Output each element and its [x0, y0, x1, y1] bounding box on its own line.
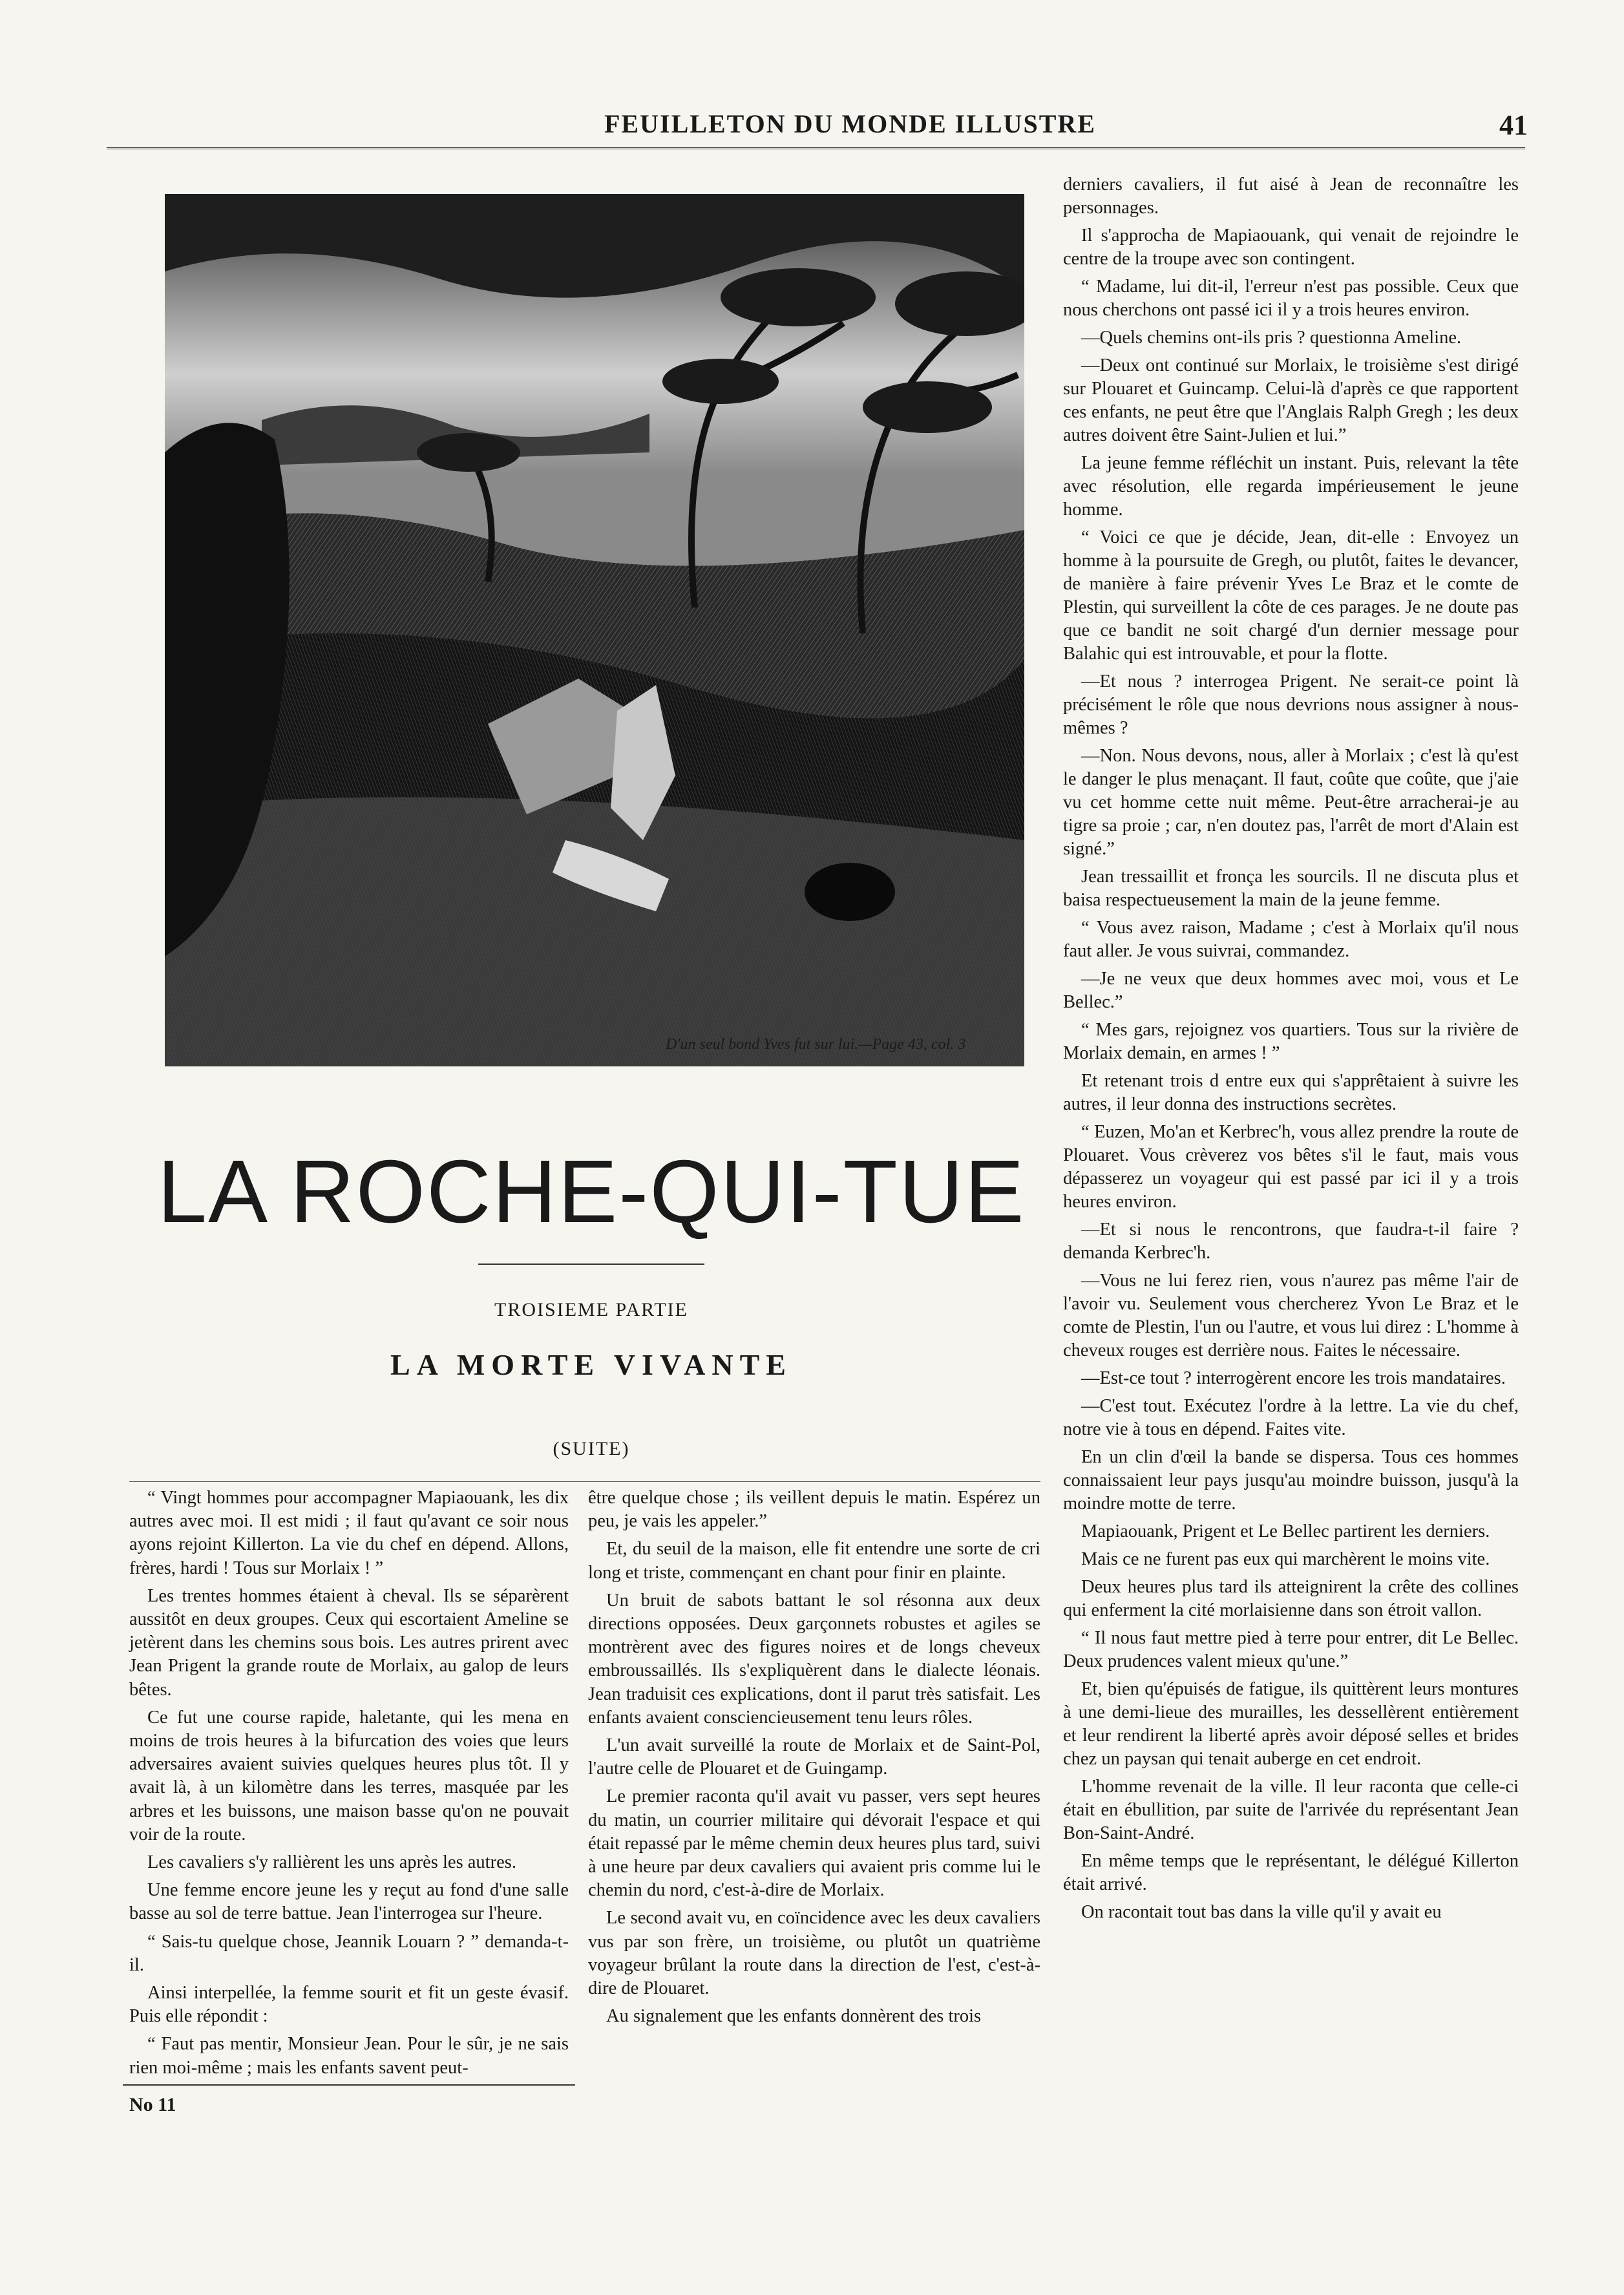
paragraph: Les cavaliers s'y rallièrent les uns après les autres. [147, 1852, 516, 1873]
paragraph: —Vous ne lui ferez rien, vous n'aurez pas même l'air de l'avoir vu. Seulement vous chercherez Yvon Le Braz et le comte de Plestin, l'un ou l'autre, et vous lui direz : L'homme à cheveux rouges est derrière nous. Faites le nécessaire. [1063, 1271, 1519, 1360]
footer-rule [123, 2084, 575, 2086]
paragraph: Ainsi interpellée, la femme sourit et fit un geste évasif. Puis elle répondit : [129, 1983, 569, 2027]
paragraph: Jean tressaillit et fronça les sourcils. Il ne discuta plus et baisa respectueusement la main de la jeune femme. [1063, 867, 1519, 910]
paragraph: “ Euzen, Mo'an et Kerbrec'h, vous allez prendre la route de Plouaret. Vous crèverez vos bêtes s'il le faut, mais vous dépasserez un voyageur qui est passé par ici il y a trois heures environ. [1063, 1122, 1519, 1212]
text-column-3 [1063, 173, 1519, 1929]
paragraph: Deux heures plus tard ils atteignirent la crête des collines qui enferment la cité morlaisienne dans son étroit vallon. [1063, 1577, 1519, 1620]
engraving-illustration [165, 194, 1024, 1066]
part-heading: TROISIEME PARTIE [494, 1299, 688, 1320]
paragraph: Il s'approcha de Mapiaouank, qui venait de rejoindre le centre de la troupe avec son contingent. [1063, 226, 1519, 269]
paragraph: “ Mes gars, rejoignez vos quartiers. Tous sur la rivière de Morlaix demain, en armes ! ” [1063, 1020, 1519, 1063]
title-rule [478, 1264, 704, 1265]
paragraph: —Quels chemins ont-ils pris ? questionna Ameline. [1081, 328, 1462, 348]
paragraph: —Et nous ? interrogea Prigent. Ne serait-ce point là précisément le rôle que nous devrions nous assigner à nous-mêmes ? [1063, 672, 1519, 738]
paragraph: Et, bien qu'épuisés de fatigue, ils quittèrent leurs montures à une demi-lieue des murailles, les dessellèrent entièrement et leur rendirent la liberté après avoir déposé selles et brides chez un paysan qui tenait auberge en cet endroit. [1063, 1679, 1519, 1769]
running-header: FEUILLETON DU MONDE ILLUSTRE [604, 109, 1096, 138]
paragraph: Ce fut une course rapide, haletante, qui les mena en moins de trois heures à la bifurcation des voies que leurs adversaires avaient suivies quelques heures plus tôt. Il y avait là, à un kilomètre dans les terres, masquée par les arbres et les buissons, une maison basse qu'on ne pouvait voir de la route. [129, 1707, 569, 1845]
paragraph: “ Voici ce que je décide, Jean, dit-elle : Envoyez un homme à la poursuite de Gregh, ou plutôt, faites le devancer, de manière à faire prévenir Yves Le Braz et le comte de Plestin, qui surveillent la côte de ces parages. Je ne doute pas que ce bandit ne soit chargé d'un dernier message pour Balahic qui est introuvable, et pour la flotte. [1063, 527, 1519, 664]
text-top-rule [129, 1481, 1040, 1482]
paragraph: En même temps que le représentant, le délégué Killerton était arrivé. [1063, 1851, 1519, 1894]
text-column-1 [129, 1486, 569, 2084]
paragraph: “ Sais-tu quelque chose, Jeannik Louarn ? ” demanda-t-il. [129, 1931, 569, 1975]
paragraph: Et, du seuil de la maison, elle fit entendre une sorte de cri long et triste, commençant en chant pour finir en plainte. [588, 1539, 1040, 1583]
paragraph: —Et si nous le rencontrons, que faudra-t-il faire ? demanda Kerbrec'h. [1063, 1220, 1519, 1263]
paragraph: “ Il nous faut mettre pied à terre pour entrer, dit Le Bellec. Deux prudences valent mieux qu'une.” [1063, 1628, 1519, 1671]
engraving-scene [165, 194, 1024, 1066]
paragraph: Les trentes hommes étaient à cheval. Ils se séparèrent aussitôt en deux groupes. Ceux qui escortaient Ameline se jetèrent dans les chemins sous bois. Les autres prirent avec Jean Prigent la grande route de Morlaix, au galop de leurs bêtes. [129, 1585, 569, 1700]
paragraph: “ Madame, lui dit-il, l'erreur n'est pas possible. Ceux que nous cherchons ont passé ici il y a trois heures environ. [1063, 277, 1519, 320]
paragraph: être quelque chose ; ils veillent depuis le matin. Espérez un peu, je vais les appeler.” [588, 1488, 1040, 1532]
continued-label: (SUITE) [553, 1438, 630, 1459]
page-number: 41 [1499, 109, 1528, 141]
issue-number: No 11 [129, 2094, 176, 2115]
paragraph: “ Vingt hommes pour accompagner Mapiaouank, les dix autres avec moi. Il est midi ; il faut qu'avant ce soir nous ayons rejoint Killerton. La vie du chef en dépend. Allons, frères, hardi ! Tous sur Morlaix ! ” [129, 1488, 569, 1578]
paragraph: Une femme encore jeune les y reçut au fond d'une salle basse au sol de terre battue. Jean l'interrogea sur l'heure. [129, 1880, 569, 1924]
paragraph: Le premier raconta qu'il avait vu passer, vers sept heures du matin, un courrier militaire qui dévorait l'espace et qui était repassé par le même chemin deux heures plus tard, suivi à une heure par deux cavaliers qui avaient pris comme lui le chemin du nord, c'est-à-dire de Morlaix. [588, 1786, 1040, 1901]
illustration-caption: D'un seul bond Yves fut sur lui.—Page 43, col. 3 [666, 1036, 966, 1053]
story-title: LA ROCHE-QUI-TUE [157, 1142, 1026, 1242]
paragraph: Et retenant trois d entre eux qui s'apprêtaient à suivre les autres, il leur donna des instructions secrètes. [1063, 1071, 1519, 1114]
paragraph: “ Faut pas mentir, Monsieur Jean. Pour le sûr, je ne sais rien moi-même ; mais les enfants savent peut- [129, 2034, 569, 2078]
text-column-2 [588, 1486, 1040, 2033]
paragraph: L'homme revenait de la ville. Il leur raconta que celle-ci était en ébullition, par suite de l'arrivée du représentant Jean Bon-Saint-André. [1063, 1777, 1519, 1843]
section-subtitle: LA MORTE VIVANTE [390, 1348, 792, 1381]
paragraph: Mapiaouank, Prigent et Le Bellec partirent les derniers. [1081, 1521, 1490, 1541]
header-rule [107, 147, 1525, 149]
paragraph: —Non. Nous devons, nous, aller à Morlaix ; c'est là qu'est le danger le plus menaçant. Il faut, coûte que coûte, que j'aie vu cet homme cette nuit même. Peut-être arracherai-je au tigre sa proie ; car, n'en doutez pas, l'arrêt de mort d'Alain est signé.” [1063, 746, 1519, 859]
paragraph: Le second avait vu, en coïncidence avec les deux cavaliers vus par son frère, un troisième, ou plutôt un quatrième voyageur brûlant la route dans la direction de l'est, c'est-à-dire de Plouaret. [588, 1908, 1040, 1999]
paragraph: derniers cavaliers, il fut aisé à Jean de reconnaître les personnages. [1063, 175, 1519, 218]
paragraph: On racontait tout bas dans la ville qu'il y avait eu [1081, 1902, 1442, 1922]
paragraph: —Deux ont continué sur Morlaix, le troisième s'est dirigé sur Plouaret et Guincamp. Celui-là d'après ce que rapportent ces enfants, ne peut être que l'Anglais Ralph Gregh ; les deux autres doivent être Saint-Julien et lui.” [1063, 355, 1519, 445]
paragraph: Au signalement que les enfants donnèrent des trois [606, 2006, 982, 2027]
paragraph: —C'est tout. Exécutez l'ordre à la lettre. La vie du chef, notre vie à tous en dépend. Faites vite. [1063, 1396, 1519, 1439]
paragraph: Un bruit de sabots battant le sol résonna aux deux directions opposées. Deux garçonnets robustes et agiles se montrèrent avec des figures noires et de longs cheveux embroussaillés. Ils s'expliquèrent dans le dialecte léonais. Jean traduisit ces explications, dont il parut très satisfait. Les enfants avaient consciencieusement tenu leurs rôles. [588, 1590, 1040, 1728]
paragraph: La jeune femme réfléchit un instant. Puis, relevant la tête avec résolution, elle regarda impérieusement le jeune homme. [1063, 453, 1519, 520]
paragraph: L'un avait surveillé la route de Morlaix et de Saint-Pol, l'autre celle de Plouaret et de Guingamp. [588, 1735, 1040, 1779]
paragraph: En un clin d'œil la bande se dispersa. Tous ces hommes connaissaient leur pays jusqu'au moindre buisson, jusqu'à la moindre motte de terre. [1063, 1447, 1519, 1514]
paragraph: —Je ne veux que deux hommes avec moi, vous et Le Bellec.” [1063, 969, 1519, 1012]
paragraph: “ Vous avez raison, Madame ; c'est à Morlaix qu'il nous faut aller. Je vous suivrai, commandez. [1063, 918, 1519, 961]
paragraph: —Est-ce tout ? interrogèrent encore les trois mandataires. [1081, 1368, 1506, 1388]
paragraph: Mais ce ne furent pas eux qui marchèrent le moins vite. [1081, 1549, 1490, 1569]
